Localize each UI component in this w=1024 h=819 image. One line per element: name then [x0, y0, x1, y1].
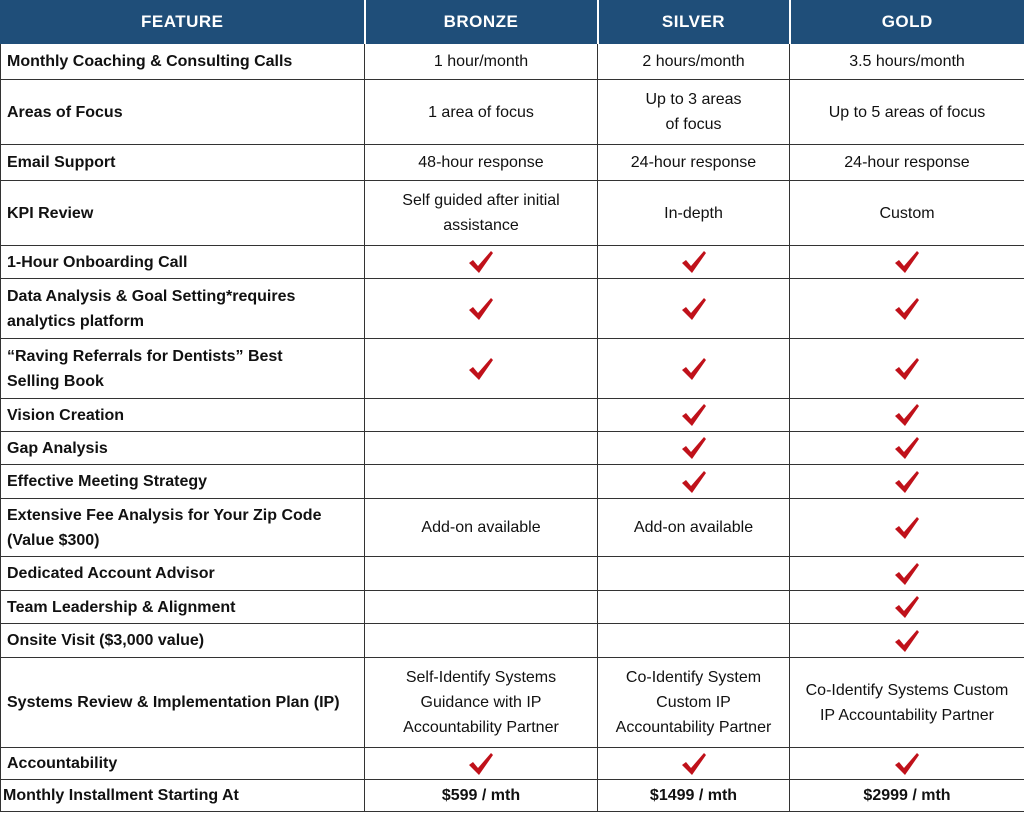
silver-cell	[598, 748, 790, 780]
silver-cell	[598, 624, 790, 658]
bronze-cell	[365, 339, 598, 399]
gold-cell	[790, 181, 1024, 246]
silver-cell	[598, 499, 790, 557]
cell-value: Up to 3 areas of focus	[645, 91, 742, 133]
check-icon	[893, 402, 921, 428]
gold-price: $2999 / mth	[790, 780, 1024, 812]
check-icon	[893, 356, 921, 382]
price-row	[1, 780, 1024, 812]
bronze-cell	[365, 399, 598, 432]
silver-cell	[598, 339, 790, 399]
cell-value: Co-Identify System Custom IP Accountability Partner	[615, 669, 772, 736]
silver-cell	[598, 399, 790, 432]
feature-cell: Onsite Visit ($3,000 value)	[1, 624, 365, 658]
header-silver: SILVER	[598, 1, 790, 44]
check-icon	[893, 435, 921, 461]
gold-cell	[790, 246, 1024, 279]
check-icon	[680, 435, 708, 461]
cell-value: Up to 5 areas of focus	[828, 103, 986, 121]
silver-cell	[598, 80, 790, 145]
gold-cell	[790, 465, 1024, 499]
bronze-cell	[365, 246, 598, 279]
table-row	[1, 557, 1024, 591]
price-label: Monthly Installment Starting At	[1, 780, 365, 812]
check-icon	[680, 469, 708, 495]
table-row	[1, 145, 1024, 181]
table-row	[1, 465, 1024, 499]
cell-value: 2 hours/month	[642, 53, 745, 70]
feature-cell: Vision Creation	[1, 399, 365, 432]
check-icon	[680, 402, 708, 428]
feature-cell: Effective Meeting Strategy	[1, 465, 365, 499]
silver-cell	[598, 44, 790, 80]
header-feature: FEATURE	[1, 1, 365, 44]
check-icon	[680, 249, 708, 275]
check-icon	[680, 356, 708, 382]
table-row	[1, 748, 1024, 780]
silver-cell	[598, 658, 790, 748]
gold-cell	[790, 748, 1024, 780]
table-row	[1, 658, 1024, 748]
check-icon	[893, 751, 921, 777]
cell-value: Co-Identify Systems Custom IP Accountability Partner	[805, 681, 1009, 724]
gold-cell	[790, 80, 1024, 145]
table-row	[1, 246, 1024, 279]
check-icon	[680, 296, 708, 322]
check-icon	[893, 249, 921, 275]
cell-value: 48-hour response	[418, 154, 544, 171]
check-icon	[467, 751, 495, 777]
feature-cell: Email Support	[1, 145, 365, 181]
table-row	[1, 399, 1024, 432]
header-row	[1, 1, 1024, 44]
cell-value: Self guided after initial assistance	[402, 192, 560, 234]
cell-value: 3.5 hours/month	[849, 53, 965, 70]
check-icon	[467, 249, 495, 275]
cell-value: Add-on available	[421, 519, 541, 536]
header-bronze: BRONZE	[365, 1, 598, 44]
bronze-price: $599 / mth	[365, 780, 598, 812]
bronze-cell	[365, 624, 598, 658]
bronze-cell	[365, 499, 598, 557]
table-row	[1, 624, 1024, 658]
gold-cell	[790, 44, 1024, 80]
silver-cell	[598, 465, 790, 499]
bronze-cell	[365, 80, 598, 145]
silver-cell	[598, 181, 790, 246]
cell-value: In-depth	[664, 204, 723, 222]
bronze-cell	[365, 591, 598, 624]
feature-cell: Areas of Focus	[1, 80, 365, 145]
gold-cell	[790, 279, 1024, 339]
gold-cell	[790, 145, 1024, 181]
table-row	[1, 44, 1024, 80]
cell-value: 1 area of focus	[428, 103, 534, 121]
bronze-cell	[365, 145, 598, 181]
table-row	[1, 499, 1024, 557]
gold-cell	[790, 339, 1024, 399]
check-icon	[893, 469, 921, 495]
feature-cell: 1-Hour Onboarding Call	[1, 246, 365, 279]
cell-value: 24-hour response	[630, 154, 757, 171]
gold-cell	[790, 557, 1024, 591]
header-gold: GOLD	[790, 1, 1024, 44]
feature-cell: Accountability	[1, 748, 365, 780]
check-icon	[893, 561, 921, 587]
silver-cell	[598, 557, 790, 591]
bronze-cell	[365, 432, 598, 465]
gold-cell	[790, 591, 1024, 624]
cell-value: 1 hour/month	[433, 53, 529, 70]
cell-value: Add-on available	[633, 519, 754, 536]
check-icon	[467, 356, 495, 382]
bronze-cell	[365, 181, 598, 246]
feature-cell: Gap Analysis	[1, 432, 365, 465]
check-icon	[680, 751, 708, 777]
silver-cell	[598, 591, 790, 624]
feature-cell: Dedicated Account Advisor	[1, 557, 365, 591]
gold-cell	[790, 399, 1024, 432]
table-row	[1, 339, 1024, 399]
check-icon	[467, 296, 495, 322]
bronze-cell	[365, 44, 598, 80]
table-row	[1, 80, 1024, 145]
silver-price: $1499 / mth	[598, 780, 790, 812]
check-icon	[893, 628, 921, 654]
silver-cell	[598, 432, 790, 465]
feature-cell: KPI Review	[1, 181, 365, 246]
cell-value: Custom	[879, 204, 935, 222]
bronze-cell	[365, 465, 598, 499]
bronze-cell	[365, 748, 598, 780]
feature-cell: “Raving Referrals for Dentists” Best Selling Book	[1, 339, 365, 399]
check-icon	[893, 594, 921, 620]
silver-cell	[598, 246, 790, 279]
feature-cell: Data Analysis & Goal Setting*requires analytics platform	[1, 279, 365, 339]
bronze-cell	[365, 279, 598, 339]
gold-cell	[790, 432, 1024, 465]
gold-cell	[790, 658, 1024, 748]
table-row	[1, 181, 1024, 246]
feature-cell: Team Leadership & Alignment	[1, 591, 365, 624]
silver-cell	[598, 279, 790, 339]
check-icon	[893, 515, 921, 541]
table-row	[1, 591, 1024, 624]
bronze-cell	[365, 658, 598, 748]
feature-cell: Monthly Coaching & Consulting Calls	[1, 44, 365, 80]
table-row	[1, 432, 1024, 465]
silver-cell	[598, 145, 790, 181]
cell-value: Self-Identify Systems Guidance with IP Accountability Partner	[403, 669, 559, 736]
bronze-cell	[365, 557, 598, 591]
gold-cell	[790, 499, 1024, 557]
cell-value: 24-hour response	[844, 154, 970, 171]
table-row	[1, 279, 1024, 339]
check-icon	[893, 296, 921, 322]
gold-cell	[790, 624, 1024, 658]
feature-cell: Systems Review & Implementation Plan (IP)	[1, 658, 365, 748]
feature-cell: Extensive Fee Analysis for Your Zip Code (Value $300)	[1, 499, 365, 557]
